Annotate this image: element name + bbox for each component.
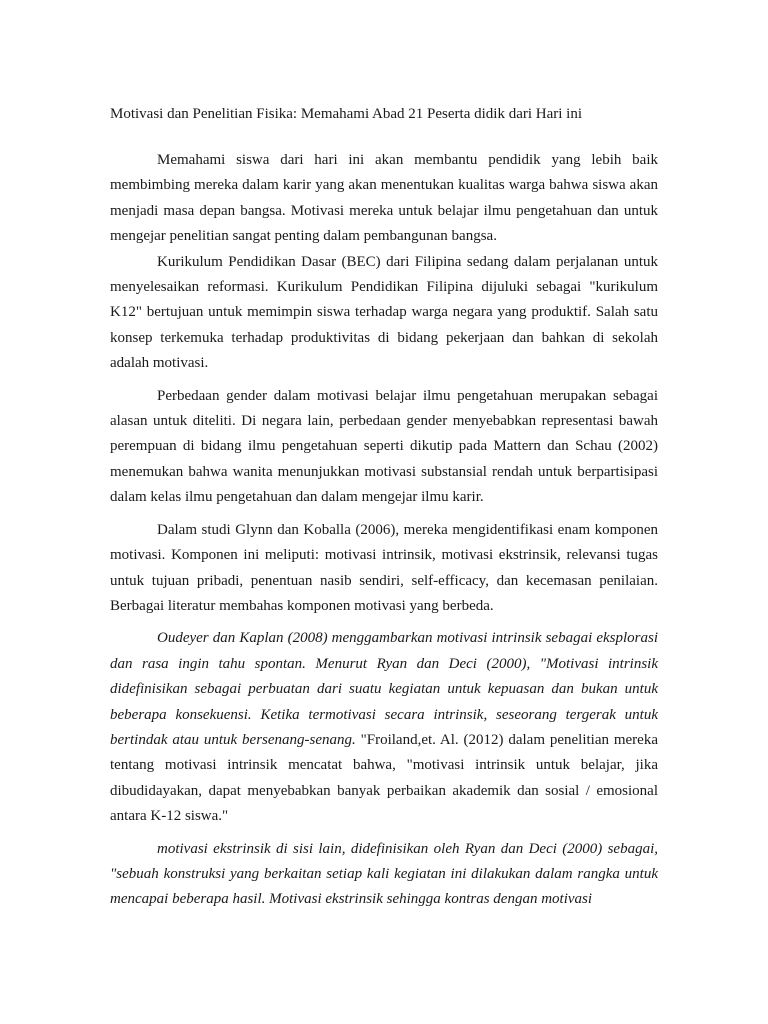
- paragraph-4: Dalam studi Glynn dan Koballa (2006), mereka mengidentifikasi enam komponen motivasi. Komponen ini meliputi: motivasi intrinsik, motivasi ekstrinsik, relevansi tugas untuk tujuan pribadi, penentuan nasib sendiri, self-efficacy, dan kecemasan penilaian. Berbagai literatur membahas komponen motivasi yang berbeda.: [110, 521, 658, 614]
- paragraph-5-text: "Froiland,et. Al. (2012) dalam penelitian mereka tentang motivasi intrinsik mencatat bahwa, "motivasi intrinsik untuk belajar, jika dibudidayakan, dapat menyebabkan banyak perbaikan akademik dan sosial / emosional antara K-12 siswa.": [110, 731, 658, 825]
- paragraph-5-italic: Oudeyer dan Kaplan (2008) menggambarkan motivasi intrinsik sebagai eksplorasi dan rasa ingin tahu spontan. Menurut Ryan dan Deci (2000), "Motivasi intrinsik didefinisikan sebagai perbuatan dari suatu kegiatan untuk kepuasan dan bukan untuk beberapa konsekuensi. Ketika termotivasi secara intrinsik, seseorang tergerak untuk bertindak atau untuk bersenang-senang.: [110, 630, 658, 748]
- paragraph-3: Perbedaan gender dalam motivasi belajar ilmu pengetahuan merupakan sebagai alasan untuk diteliti. Di negara lain, perbedaan gender menyebabkan representasi bawah perempuan di bidang ilmu pengetahuan seperti dikutip pada Mattern dan Schau (2002) menemukan bahwa wanita menunjukkan motivasi substansial rendah untuk berpartisipasi dalam kelas ilmu pengetahuan dan dalam mengejar ilmu karir.: [110, 387, 658, 506]
- document-body: [110, 148, 658, 913]
- document-title: Motivasi dan Penelitian Fisika: Memahami Abad 21 Peserta didik dari Hari ini: [110, 106, 583, 122]
- paragraph-6-italic: motivasi ekstrinsik di sisi lain, didefinisikan oleh Ryan dan Deci (2000) sebagai, "sebuah konstruksi yang berkaitan setiap kali kegiatan ini dilakukan dalam rangka untuk mencapai beberapa hasil. Motivasi ekstrinsik sehingga kontras dengan motivasi: [110, 840, 658, 908]
- paragraph-2: Kurikulum Pendidikan Dasar (BEC) dari Filipina sedang dalam perjalanan untuk menyelesaikan reformasi. Kurikulum Pendidikan Filipina dijuluki sebagai "kurikulum K12" bertujuan untuk memimpin siswa terhadap warga negara yang produktif. Salah satu konsep terkemuka terhadap produktivitas di bidang pekerjaan dan bahkan di sekolah adalah motivasi.: [110, 253, 658, 372]
- paragraph-1: Memahami siswa dari hari ini akan membantu pendidik yang lebih baik membimbing mereka dalam karir yang akan menentukan kualitas warga bahwa siswa akan menjadi masa depan bangsa. Motivasi mereka untuk belajar ilmu pengetahuan dan untuk mengejar penelitian sangat penting dalam pembangunan bangsa.: [110, 152, 658, 245]
- paragraph-6: [110, 837, 658, 913]
- paragraph-5: [110, 626, 658, 829]
